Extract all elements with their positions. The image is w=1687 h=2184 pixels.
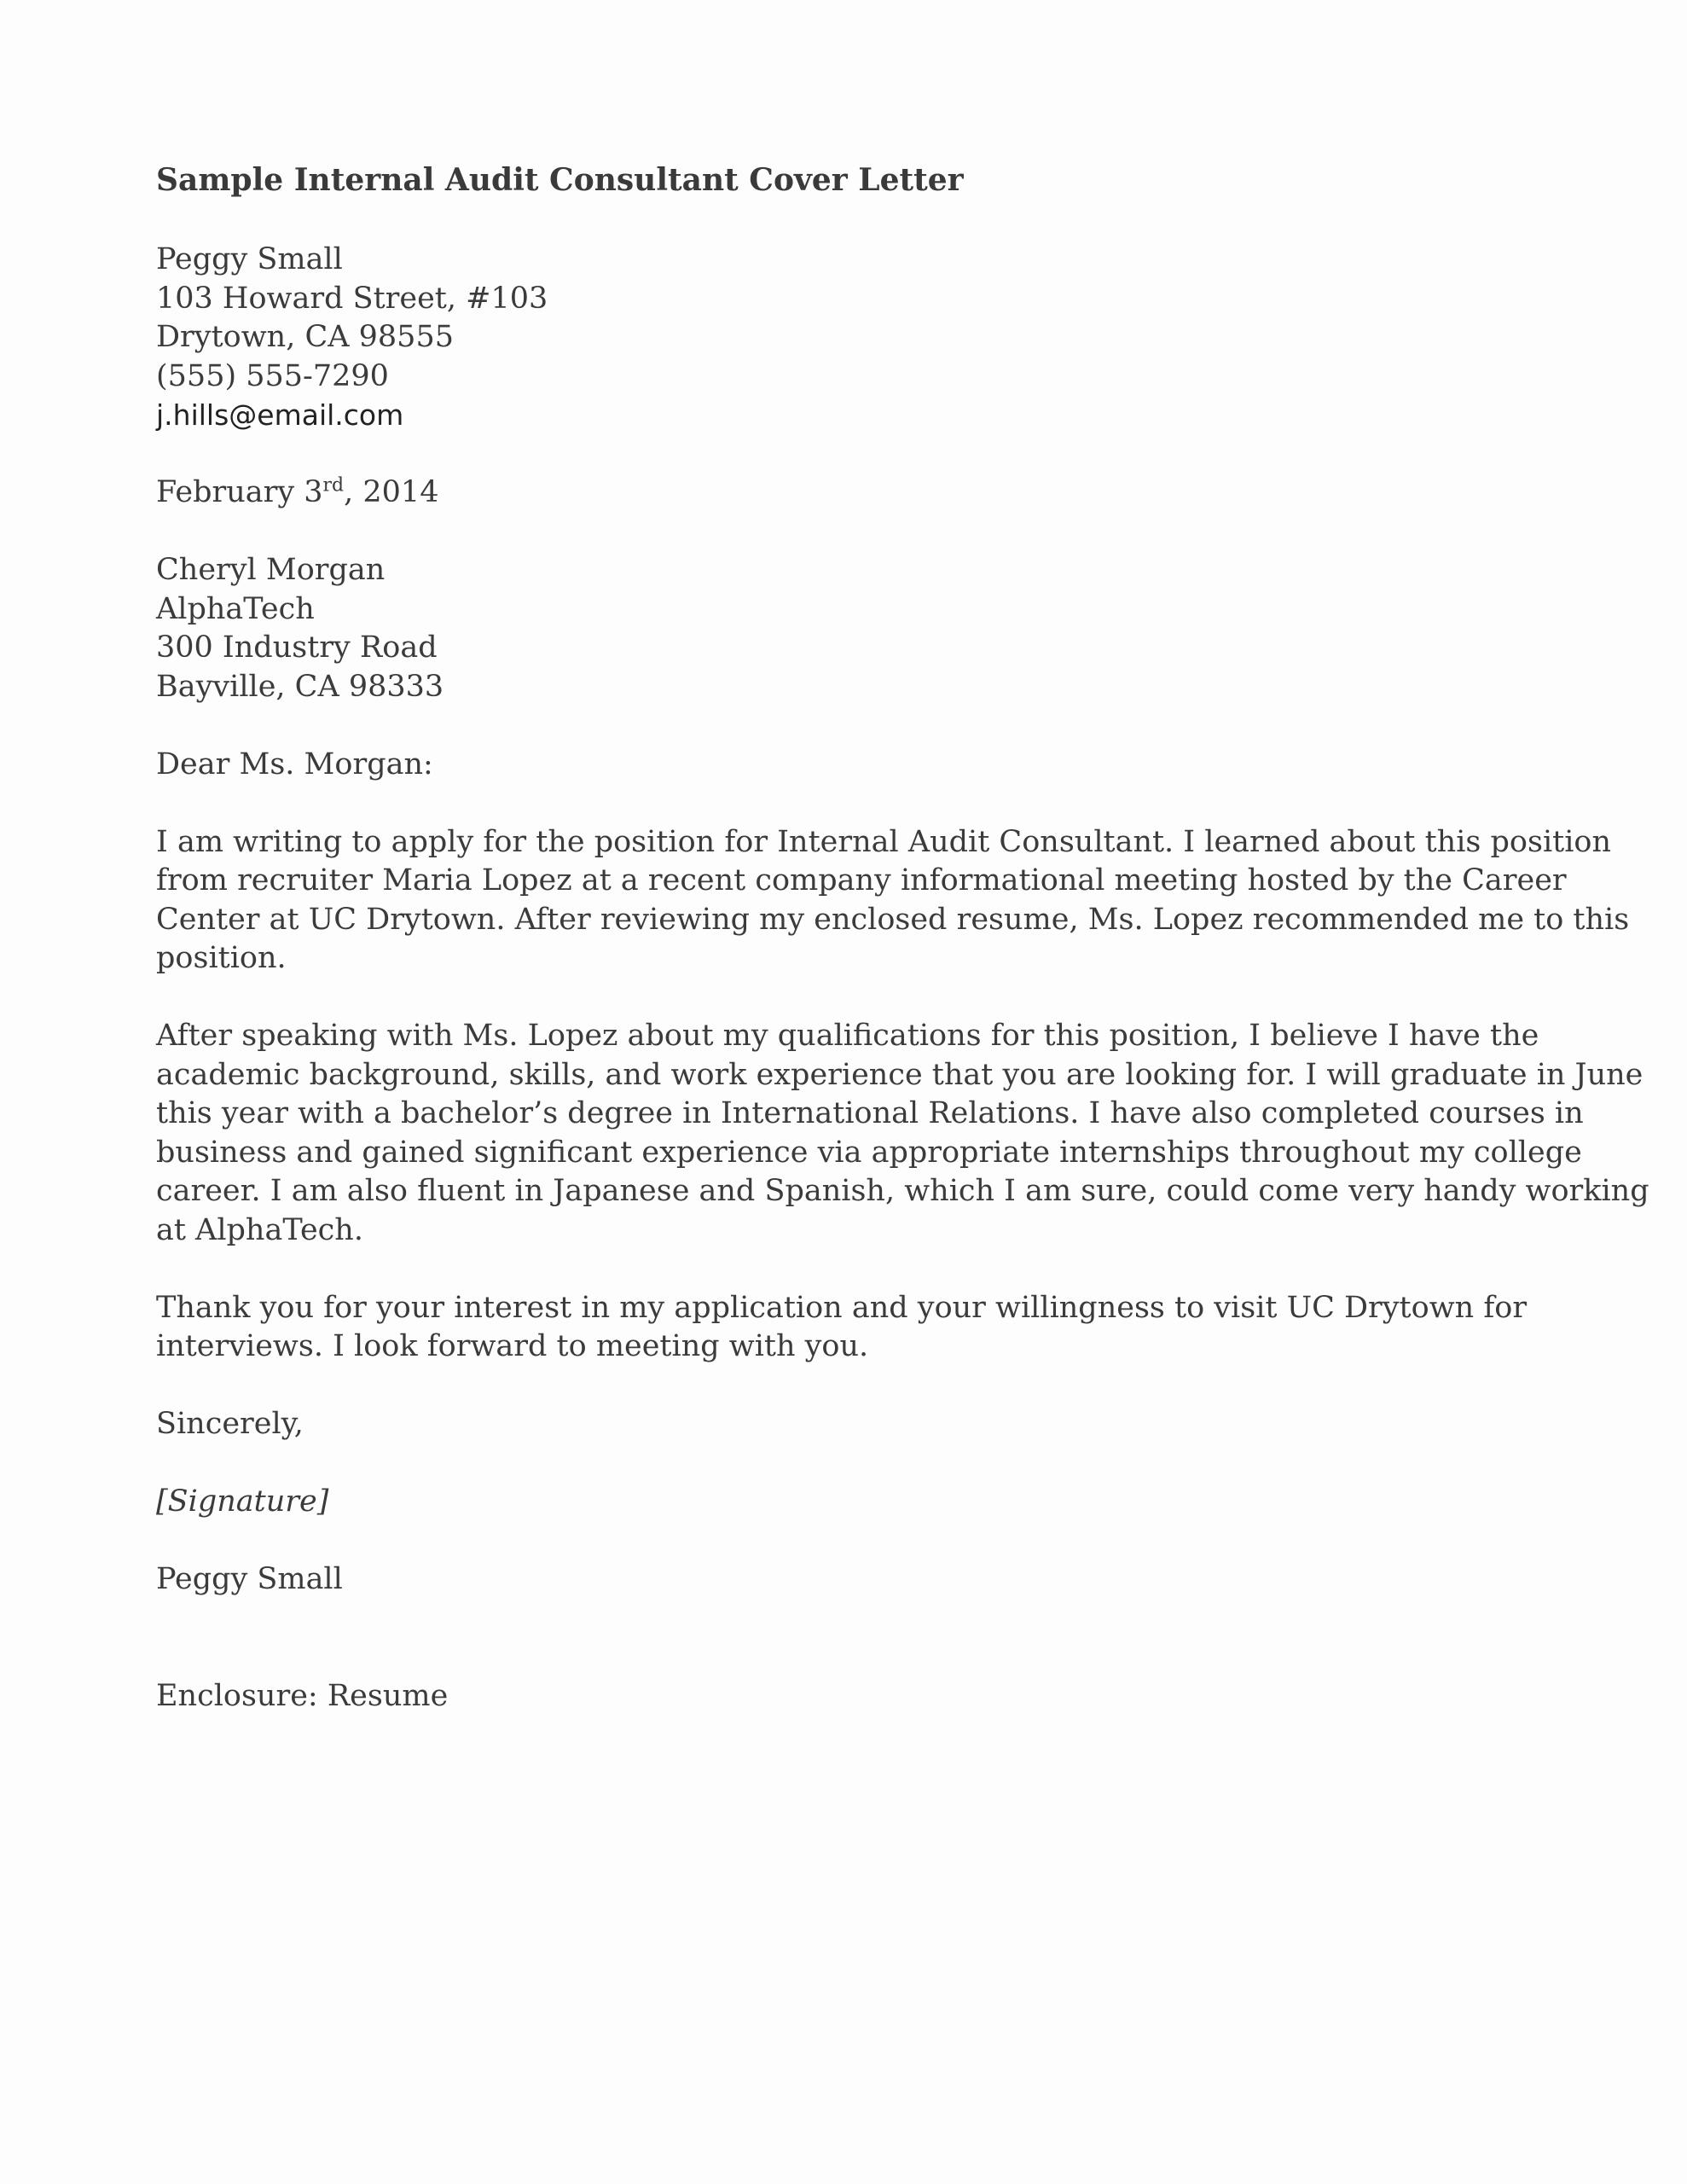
paragraph-line: career. I am also fluent in Japanese and Spanish, which I am sure, could come very handy working: [156, 1174, 1649, 1208]
sender-name: Peggy Small: [156, 242, 343, 276]
body-paragraph-1: [156, 823, 1630, 979]
closing-block: [156, 1405, 1538, 1444]
paragraph-line: business and gained significant experience via appropriate internships throughout my college: [156, 1135, 1582, 1170]
sender-street: 103 Howard Street, #103: [156, 281, 548, 316]
enclosure-note: Enclosure: Resume: [156, 1678, 449, 1713]
closing: Sincerely,: [156, 1407, 304, 1441]
sender-phone: (555) 555-7290: [156, 358, 389, 393]
signature-placeholder: [Signature]: [156, 1484, 329, 1519]
signer-block: [156, 1560, 1538, 1600]
document-title: Sample Internal Audit Consultant Cover Letter: [156, 162, 964, 198]
recipient-city: Bayville, CA 98333: [156, 669, 444, 704]
paragraph-line: interviews. I look forward to meeting with you.: [156, 1329, 869, 1363]
date-line: [156, 473, 1538, 513]
recipient-address: [156, 551, 1538, 706]
paragraph-line: position.: [156, 941, 287, 975]
paragraph-line: I am writing to apply for the position for Internal Audit Consultant. I learned about this position: [156, 824, 1612, 859]
body-paragraph-3: [156, 1289, 1538, 1367]
date-year: , 2014: [344, 475, 439, 509]
body-paragraph-2: [156, 1017, 1649, 1250]
sender-city: Drytown, CA 98555: [156, 320, 454, 354]
signature-block: [156, 1483, 1538, 1522]
signer-name: Peggy Small: [156, 1562, 343, 1596]
paragraph-line: at AlphaTech.: [156, 1212, 363, 1247]
recipient-name: Cheryl Morgan: [156, 553, 386, 587]
paragraph-line: Thank you for your interest in my application and your willingness to visit UC Drytown for: [156, 1290, 1528, 1325]
paragraph-line: After speaking with Ms. Lopez about my qualifications for this position, I believe I have the: [156, 1019, 1539, 1053]
enclosure-block: [156, 1677, 1538, 1716]
recipient-street: 300 Industry Road: [156, 630, 438, 665]
date-ordinal-suffix: rd: [322, 474, 345, 497]
paragraph-line: this year with a bachelor’s degree in International Relations. I have also completed courses in: [156, 1096, 1584, 1130]
date-month-day: February 3: [156, 475, 323, 509]
recipient-company: AlphaTech: [156, 591, 315, 626]
paragraph-line: academic background, skills, and work experience that you are looking for. I will graduate in June: [156, 1057, 1644, 1092]
paragraph-line: from recruiter Maria Lopez at a recent company informational meeting hosted by the Career: [156, 863, 1567, 897]
sender-address: [156, 241, 1538, 435]
salutation: Dear Ms. Morgan:: [156, 746, 433, 781]
salutation-block: [156, 746, 1538, 785]
letter-date: [156, 473, 1538, 513]
sender-email: j.hills@email.com: [156, 398, 404, 432]
paragraph-line: Center at UC Drytown. After reviewing my enclosed resume, Ms. Lopez recommended me to this: [156, 902, 1630, 937]
letter-content: [156, 158, 1649, 1755]
